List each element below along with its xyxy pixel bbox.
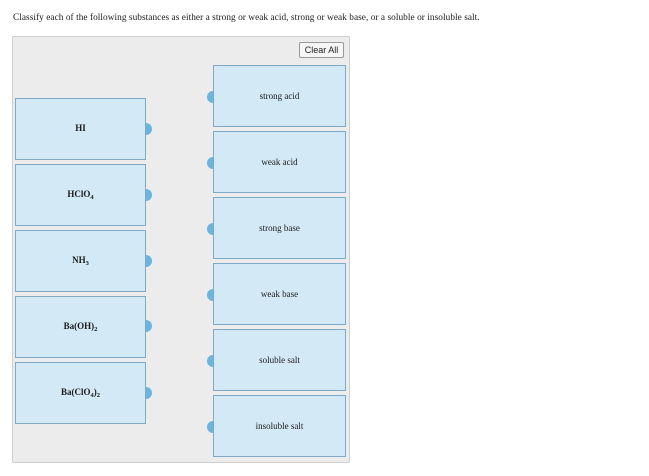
target-label: strong acid: [259, 91, 300, 101]
item-formula: $Ba(OH)_2$: [63, 321, 98, 333]
target-weak-acid[interactable]: [213, 131, 346, 193]
target-label: soluble salt: [259, 355, 300, 365]
draggable-item-hclo4[interactable]: [15, 164, 146, 226]
instructions: Classify each of the following substances as either a strong or weak acid, strong or weak base, or a soluble or insoluble salt.: [13, 13, 480, 23]
draggable-item-nh3[interactable]: [15, 230, 146, 292]
target-label: weak acid: [261, 157, 298, 167]
target-label: strong base: [259, 223, 300, 233]
item-formula: HI: [75, 123, 86, 133]
target-strong-acid[interactable]: [213, 65, 346, 127]
target-label: weak base: [260, 289, 299, 299]
draggable-item-hi[interactable]: [15, 98, 146, 160]
clear-all-button[interactable]: Clear All: [299, 42, 344, 58]
item-formula: $Ba(ClO_4)_2$: [60, 387, 100, 399]
draggable-item-baoh2[interactable]: [15, 296, 146, 358]
target-insoluble-salt[interactable]: [213, 395, 346, 457]
draggable-item-baclo42[interactable]: [15, 362, 146, 424]
item-formula: HClO$_4$: [67, 189, 94, 201]
target-strong-base[interactable]: [213, 197, 346, 259]
item-formula: $NH_3$: [72, 255, 89, 267]
target-soluble-salt[interactable]: [213, 329, 346, 391]
target-weak-base[interactable]: [213, 263, 346, 325]
target-label: insoluble salt: [255, 421, 304, 431]
